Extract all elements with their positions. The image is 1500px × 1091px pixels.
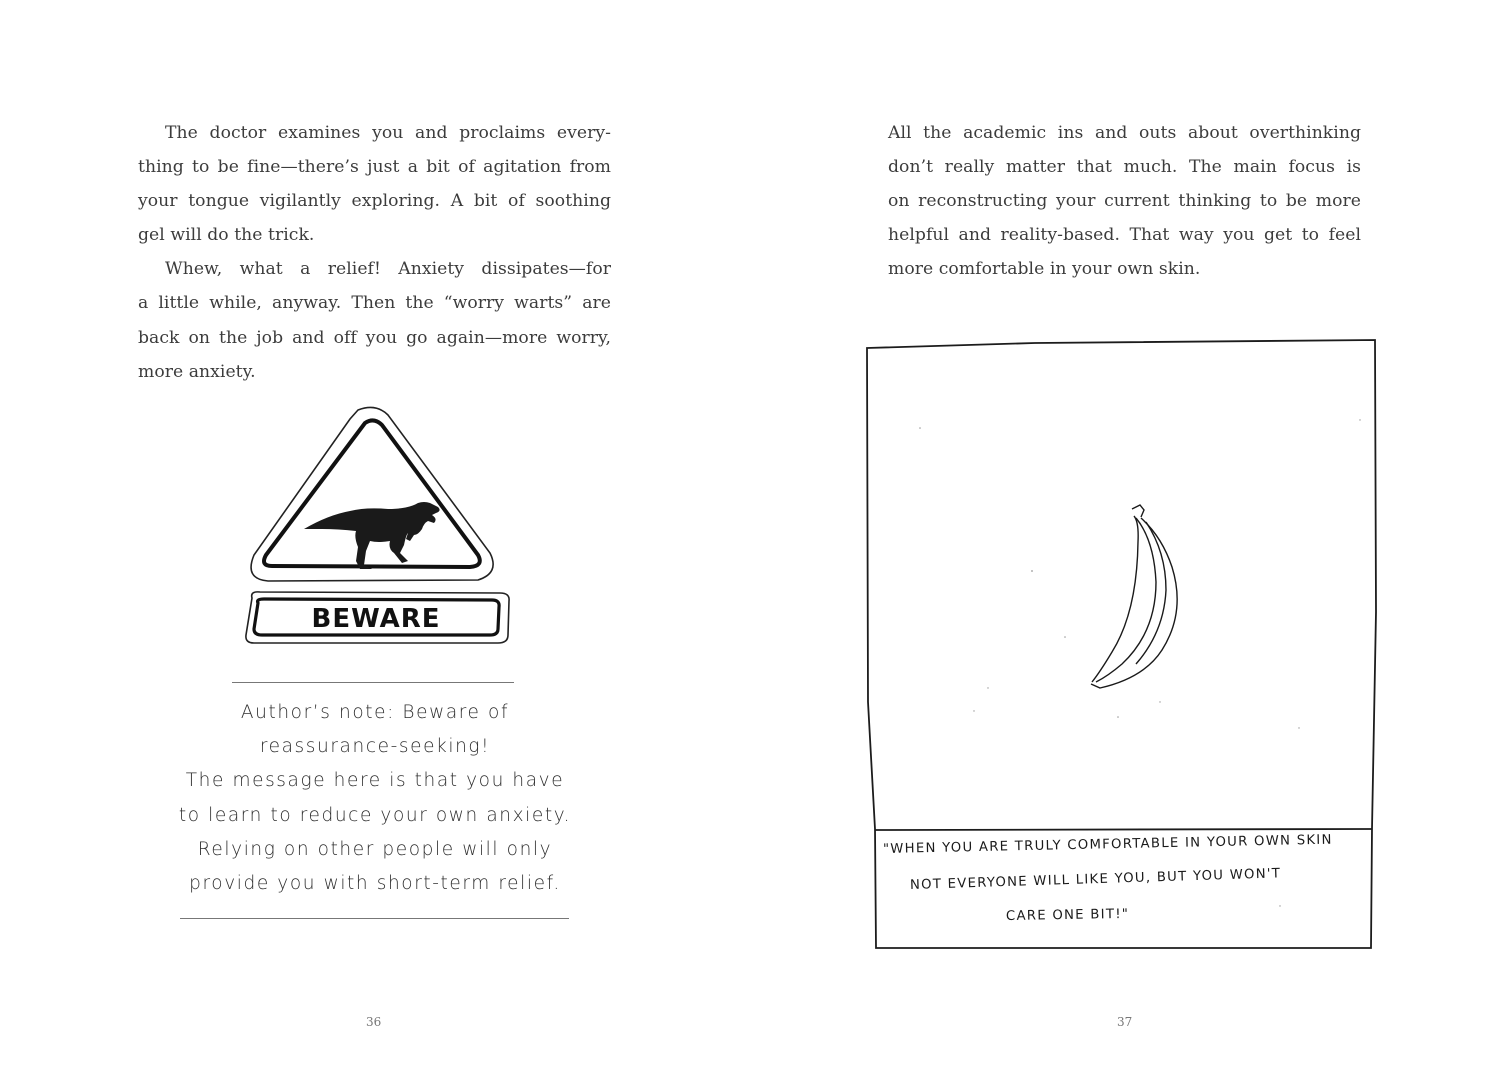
- comic-caption-line: CARE ONE BIT!": [1005, 906, 1130, 924]
- author-note-line: to learn to reduce your own anxiety.: [178, 804, 572, 826]
- author-note-line: Author’s note: Beware of: [240, 702, 510, 723]
- author-note-line: provide you with short-term relief.: [189, 873, 561, 895]
- author-note-line: Relying on other people will only: [197, 838, 553, 860]
- paragraph: [138, 252, 611, 388]
- note-divider-top: [232, 682, 514, 683]
- page-number: 36: [366, 1015, 382, 1029]
- text-line: don’t really matter that much. The main focus is: [888, 157, 1361, 178]
- author-note-line: reassurance-seeking!: [259, 736, 491, 758]
- comic-caption-line: NOT EVERYONE WILL LIKE YOU, BUT YOU WON'T: [909, 866, 1282, 893]
- dinosaur-warning-sign-illustration: [238, 403, 514, 653]
- right-page: [750, 0, 1500, 1091]
- dinosaur-warning-sign-icon: [238, 403, 514, 653]
- text-line: All the academic ins and outs about overthinking: [888, 123, 1361, 143]
- comic-panel-drawing: [860, 332, 1380, 957]
- left-page-body-text: [138, 116, 611, 389]
- paragraph: [888, 116, 1361, 286]
- author-note: [150, 696, 600, 901]
- text-line: your tongue vigilantly exploring. A bit of soothing: [138, 191, 611, 212]
- right-page-body-text: [888, 116, 1361, 286]
- page-number: 37: [1117, 1015, 1133, 1029]
- paragraph: [138, 116, 611, 252]
- text-line: a little while, anyway. Then the “worry warts” are: [138, 293, 611, 314]
- text-line: on reconstructing your current thinking to be more: [888, 191, 1361, 212]
- text-line: back on the job and off you go again—more worry,: [138, 327, 611, 348]
- text-line: The doctor examines you and proclaims every-: [165, 123, 611, 143]
- banana-icon: [1091, 505, 1177, 688]
- sign-label: BEWARE: [311, 604, 441, 634]
- comic-panel: [860, 332, 1380, 957]
- text-line: more comfortable in your own skin.: [888, 259, 1201, 280]
- comic-caption-line: "WHEN YOU ARE TRULY COMFORTABLE IN YOUR OWN SKIN: [882, 832, 1333, 857]
- text-line: thing to be fine—there’s just a bit of agitation from: [138, 157, 611, 178]
- note-divider-bottom: [180, 918, 569, 919]
- text-line: helpful and reality-based. That way you get to feel: [888, 225, 1361, 246]
- text-line: gel will do the trick.: [138, 225, 315, 246]
- author-note-line: The message here is that you have: [185, 770, 565, 792]
- text-line: Whew, what a relief! Anxiety dissipates—for: [165, 259, 611, 280]
- text-line: more anxiety.: [138, 361, 256, 382]
